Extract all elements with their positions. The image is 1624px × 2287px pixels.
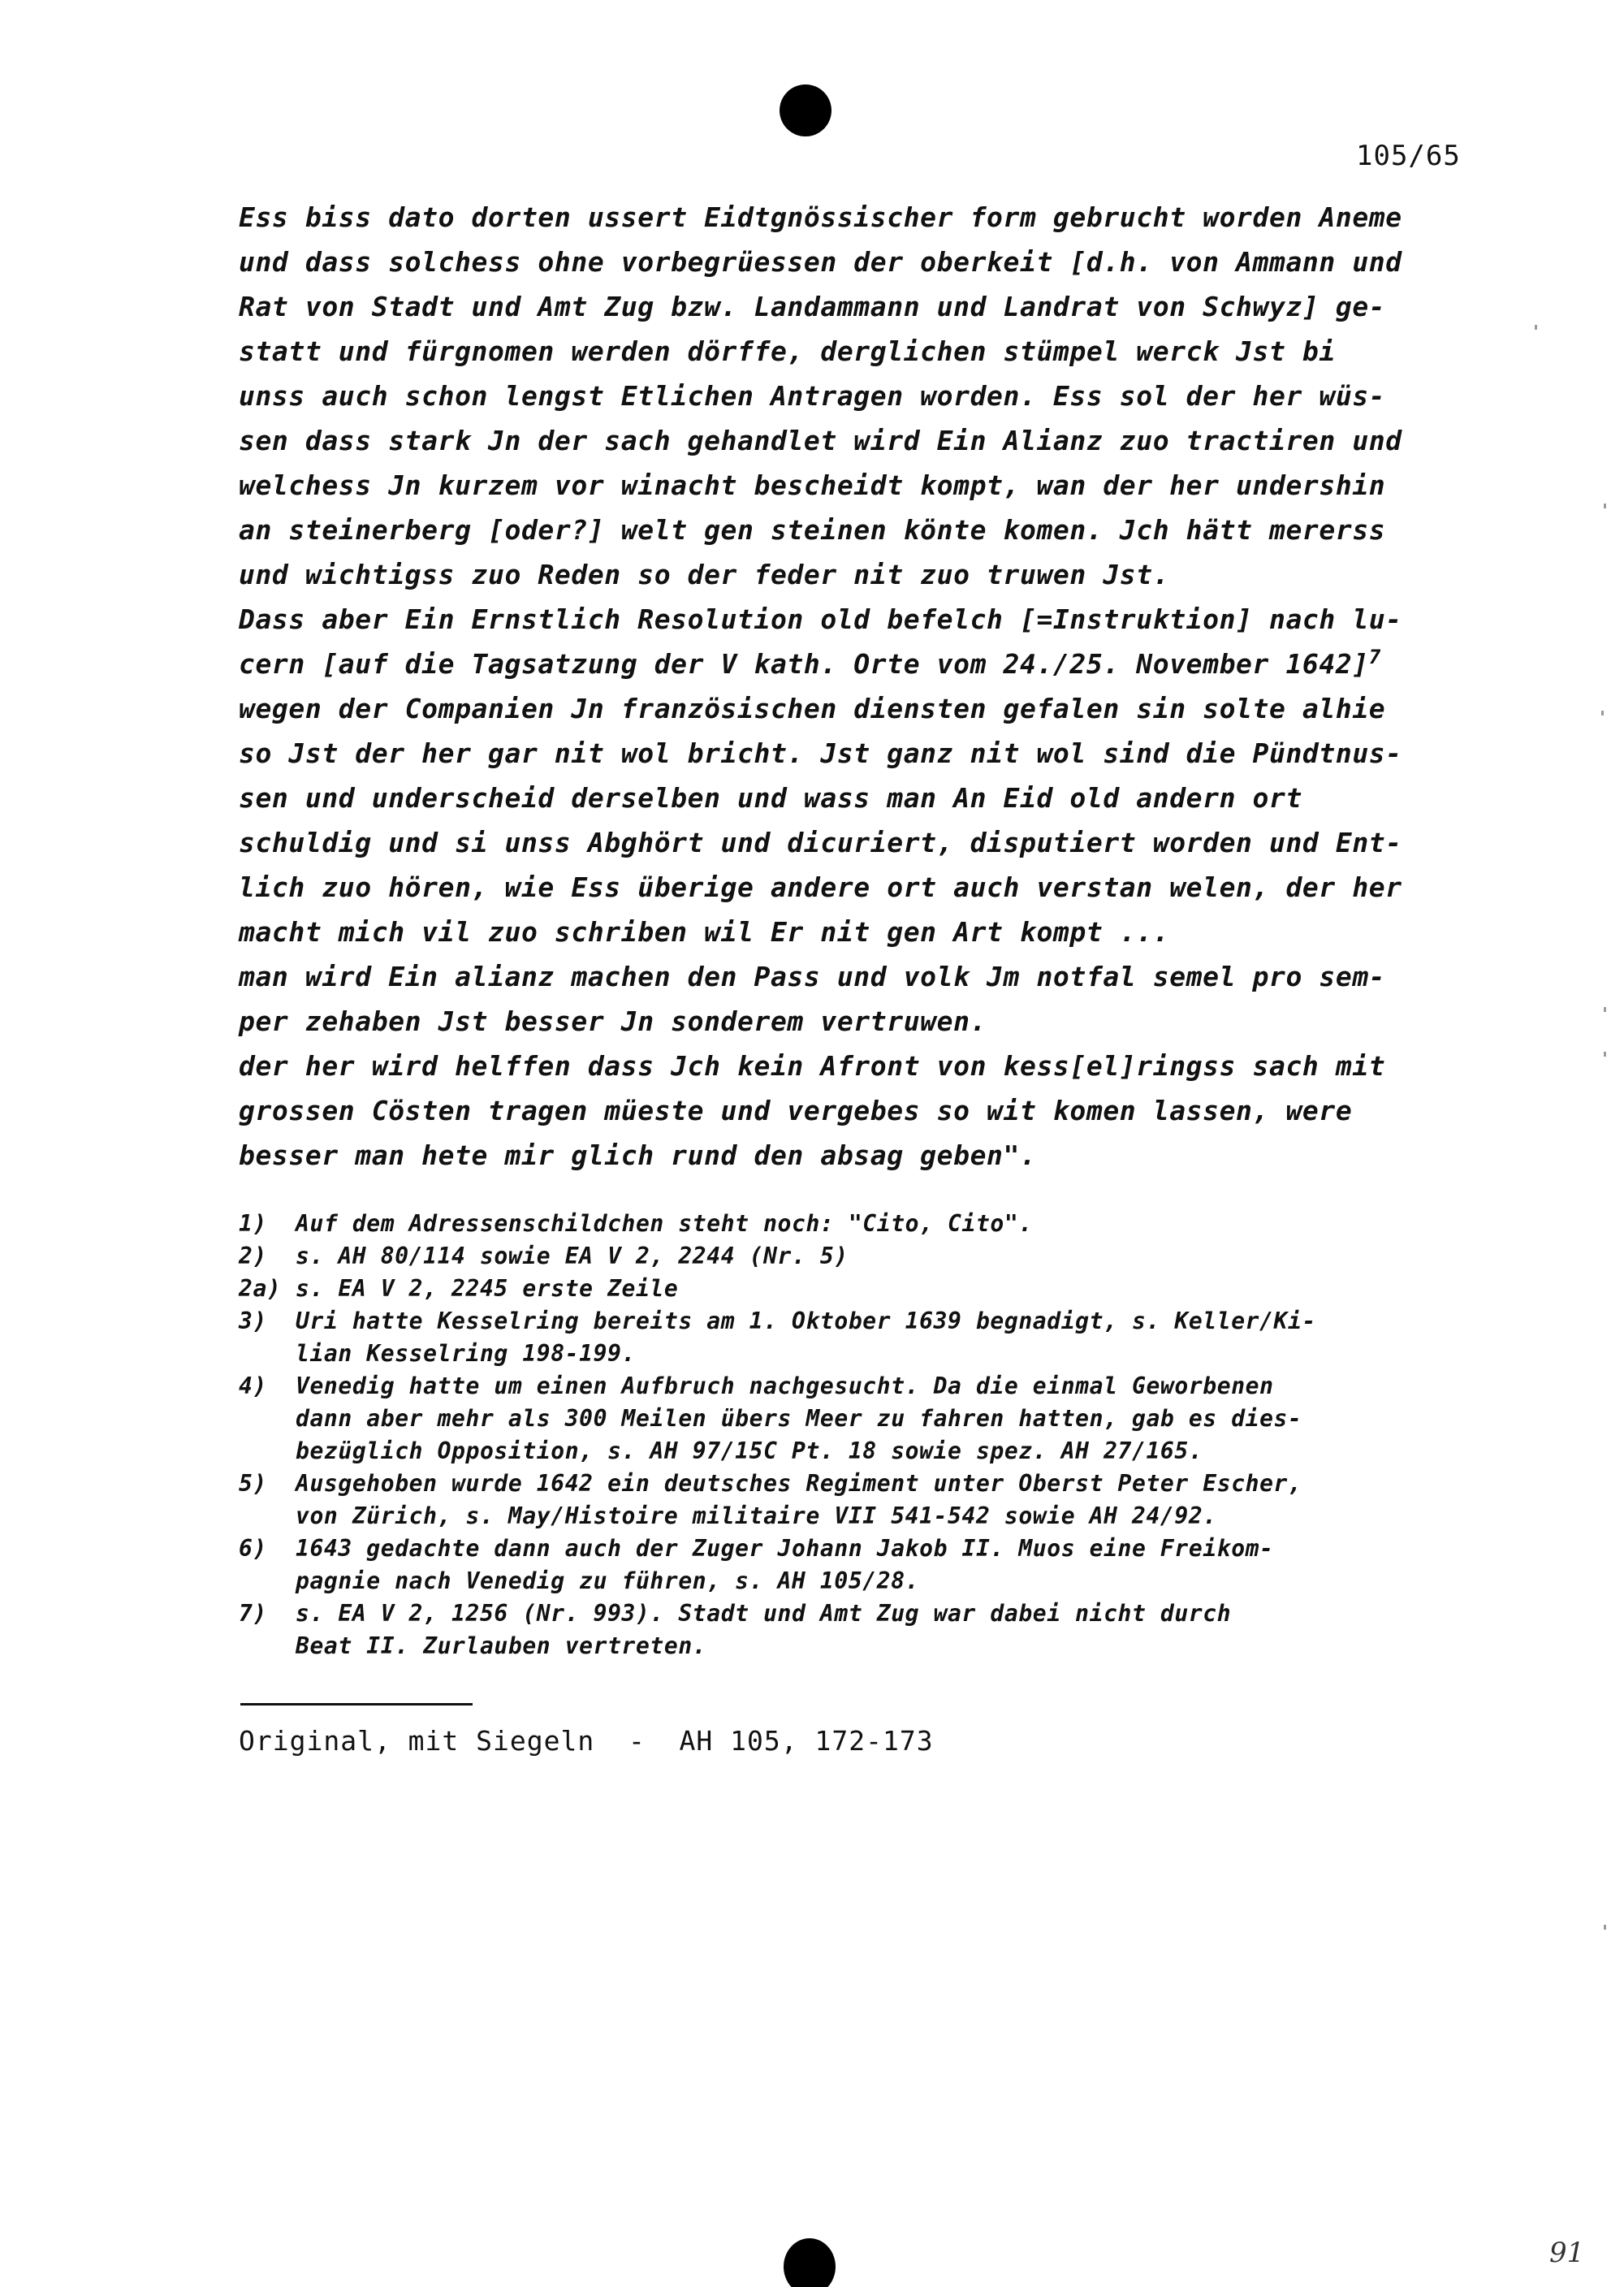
letter-line: sen und underscheid derselben und wass man An Eid old andern ort — [239, 782, 1302, 814]
footnote-marker: 7 — [1368, 646, 1381, 668]
footnote-line: s. EA V 2, 2245 erste Zeile — [296, 1275, 679, 1302]
footnote-line: dann aber mehr als 300 Meilen übers Meer zu fahren hatten, gab es dies- — [296, 1405, 1302, 1432]
footnote-item — [239, 1273, 1505, 1305]
footnote-line: Beat II. Zurlauben vertreten. — [296, 1632, 707, 1659]
footnote-text — [296, 1273, 1505, 1305]
letter-line: macht mich vil zuo schriben wil Er nit gen Art kompt ... — [239, 916, 1170, 948]
footnote-line: Venedig hatte um einen Aufbruch nachgesucht. Da die einmal Geworbenen — [296, 1373, 1274, 1399]
punch-hole-bottom — [784, 2238, 836, 2287]
letter-line: grossen Cösten tragen müeste und vergebes so wit komen lassen, were — [239, 1095, 1353, 1126]
footnotes-list — [239, 1208, 1505, 1662]
footnote-number: 7) — [239, 1600, 267, 1627]
source-reference: Original, mit Siegeln - AH 105, 172-173 — [239, 1725, 934, 1757]
letter-line: Rat von Stadt und Amt Zug bzw. Landammann und Landrat von Schwyz] ge- — [239, 291, 1386, 322]
footnote-number: 2a) — [239, 1275, 282, 1302]
footnote-text — [296, 1468, 1505, 1533]
footnote-line: s. AH 80/114 sowie EA V 2, 2244 (Nr. 5) — [296, 1243, 849, 1269]
footnote-line: Ausgehoben wurde 1642 ein deutsches Regiment unter Oberst Peter Escher, — [296, 1470, 1302, 1497]
letter-line: der her wird helffen dass Jch kein Afront von kess[el]ringss sach mit — [239, 1050, 1386, 1082]
footnote-text — [296, 1305, 1505, 1370]
letter-line-with-footnote — [239, 642, 1489, 686]
footnote-item — [239, 1597, 1505, 1662]
footnote-item — [239, 1533, 1505, 1597]
footnote-number: 1) — [239, 1210, 267, 1237]
footnote-line: von Zürich, s. May/Histoire militaire VII 541-542 sowie AH 24/92. — [296, 1502, 1217, 1529]
scan-speck — [1604, 504, 1606, 508]
source-divider — [240, 1703, 473, 1706]
footnote-item — [239, 1240, 1505, 1273]
letter-line: lich zuo hören, wie Ess überige andere ort auch verstan welen, der her — [239, 871, 1402, 903]
letter-line: und dass solchess ohne vorbegrüessen der oberkeit [d.h. von Ammann und — [239, 246, 1402, 278]
letter-line: welchess Jn kurzem vor winacht bescheidt kompt, wan der her undershin — [239, 469, 1386, 501]
footnote-text — [296, 1533, 1505, 1597]
scan-speck — [1604, 1007, 1606, 1012]
letter-line-text: cern [auf die Tagsatzung der V kath. Orte vom 24./25. November 1642] — [239, 648, 1369, 680]
letter-line: und wichtigss zuo Reden so der feder nit zuo truwen Jst. — [239, 559, 1170, 590]
letter-line: schuldig und si unss Abghört und dicuriert, disputiert worden und Ent- — [239, 827, 1402, 858]
page-number: 105/65 — [1356, 140, 1461, 172]
footnote-line: Auf dem Adressenschildchen steht noch: "Cito, Cito". — [296, 1210, 1033, 1237]
footnote-item — [239, 1468, 1505, 1533]
footnote-line: 1643 gedachte dann auch der Zuger Johann Jakob II. Muos eine Freikom- — [296, 1535, 1274, 1562]
punch-hole-top — [780, 84, 831, 136]
footnote-line: lian Kesselring 198-199. — [296, 1340, 636, 1367]
letter-line: besser man hete mir glich rund den absag geben". — [239, 1139, 1037, 1171]
letter-line: man wird Ein alianz machen den Pass und volk Jm notfal semel pro sem- — [239, 961, 1386, 992]
letter-line: sen dass stark Jn der sach gehandlet wird Ein Alianz zuo tractiren und — [239, 425, 1402, 456]
footnote-line: s. EA V 2, 1256 (Nr. 993). Stadt und Amt Zug war dabei nicht durch — [296, 1600, 1232, 1627]
scan-speck — [1601, 711, 1604, 715]
footnote-item — [239, 1305, 1505, 1370]
scan-speck — [1604, 1052, 1606, 1057]
footnote-number: 4) — [239, 1373, 267, 1399]
footnote-line: bezüglich Opposition, s. AH 97/15C Pt. 18 sowie spez. AH 27/165. — [296, 1437, 1203, 1464]
letter-line: wegen der Companien Jn französischen diensten gefalen sin solte alhie — [239, 693, 1386, 724]
letter-body — [239, 195, 1489, 1178]
archive-page-note: 91 — [1549, 2237, 1585, 2269]
letter-line: unss auch schon lengst Etlichen Antragen worden. Ess sol der her wüs- — [239, 380, 1386, 412]
footnote-item — [239, 1208, 1505, 1240]
footnote-number: 2) — [239, 1243, 267, 1269]
letter-line: Dass aber Ein Ernstlich Resolution old befelch [=Instruktion] nach lu- — [239, 603, 1402, 635]
scan-speck — [1535, 325, 1537, 330]
footnote-number: 3) — [239, 1308, 267, 1334]
letter-line: so Jst der her gar nit wol bricht. Jst ganz nit wol sind die Pündtnus- — [239, 737, 1402, 769]
scan-speck — [1604, 1925, 1606, 1930]
footnote-number: 5) — [239, 1470, 267, 1497]
letter-line: Ess biss dato dorten ussert Eidtgnössischer form gebrucht worden Aneme — [239, 201, 1402, 233]
footnote-line: Uri hatte Kesselring bereits am 1. Oktober 1639 begnadigt, s. Keller/Ki- — [296, 1308, 1316, 1334]
letter-line: an steinerberg [oder?] welt gen steinen könte komen. Jch hätt mererss — [239, 514, 1386, 546]
footnote-item — [239, 1370, 1505, 1468]
footnote-text — [296, 1370, 1505, 1468]
footnote-text — [296, 1597, 1505, 1662]
footnote-line: pagnie nach Venedig zu führen, s. AH 105/28. — [296, 1567, 920, 1594]
letter-line: statt und fürgnomen werden dörffe, derglichen stümpel werck Jst bi — [239, 335, 1336, 367]
footnote-text — [296, 1208, 1505, 1240]
footnote-number: 6) — [239, 1535, 267, 1562]
letter-line: per zehaben Jst besser Jn sonderem vertruwen. — [239, 1005, 987, 1037]
footnote-text — [296, 1240, 1505, 1273]
